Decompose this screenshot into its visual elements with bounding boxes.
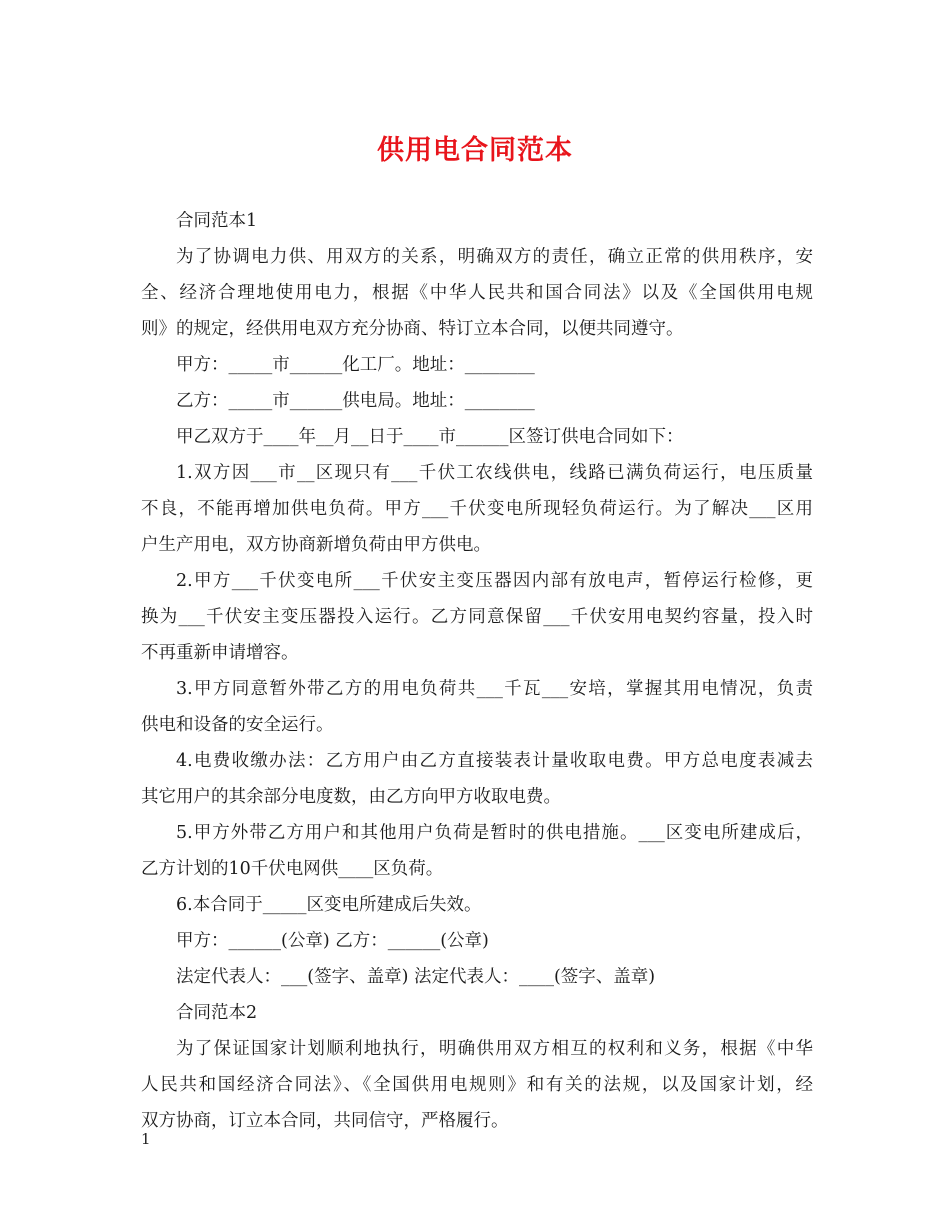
document-body: [141, 203, 813, 1139]
paragraph-line: 为了协调电力供、用双方的关系，明确双方的责任，确立正常的供用秩序，安: [176, 247, 813, 267]
document-title: 供用电合同范本: [377, 135, 573, 166]
party-b-line: 乙方：_____市______供电局。地址：________: [176, 391, 535, 411]
clause-line: 乙方计划的10千伏电网供____区负荷。: [141, 859, 444, 879]
clause-line: 6.本合同于_____区变电所建成后失效。: [176, 895, 482, 915]
clause-line: 换为___千伏安主变压器投入运行。乙方同意保留___千伏安用电契约容量，投入时: [141, 607, 813, 627]
paragraph-line: 人民共和国经济合同法》、《全国供用电规则》和有关的法规，以及国家计划，经: [141, 1075, 813, 1095]
paragraph-line: 全、经济合理地使用电力，根据《中华人民共和国合同法》以及《全国供用电规: [141, 283, 813, 303]
clause-line: 4.电费收缴办法：乙方用户由乙方直接装表计量收取电费。甲方总电度表减去: [176, 751, 813, 771]
party-a-line: 甲方：_____市______化工厂。地址：________: [176, 355, 535, 375]
section-heading-1: 合同范本1: [176, 211, 258, 231]
paragraph-line: 为了保证国家计划顺利地执行，明确供用双方相互的权利和义务，根据《中华: [176, 1039, 813, 1059]
seal-line: 甲方：______(公章) 乙方：______(公章): [176, 931, 489, 951]
clause-line: 户生产用电，双方协商新增负荷由甲方供电。: [141, 535, 491, 555]
page-number: 1: [141, 1130, 151, 1148]
paragraph-line: 双方协商，订立本合同，共同信守，严格履行。: [141, 1111, 509, 1131]
clause-line: 供电和设备的安全运行。: [141, 715, 334, 735]
clause-line: 3.甲方同意暂外带乙方的用电负荷共___千瓦___安培，掌握其用电情况，负责: [176, 679, 813, 699]
clause-line: 其它用户的其余部分电度数，由乙方向甲方收取电费。: [141, 787, 561, 807]
clause-line: 2.甲方___千伏变电所___千伏安主变压器因内部有放电声，暂停运行检修，更: [176, 571, 813, 591]
clause-line: 5.甲方外带乙方用户和其他用户负荷是暂时的供电措施。___区变电所建成后，: [176, 823, 813, 843]
clause-line: 不良，不能再增加供电负荷。甲方___千伏变电所现轻负荷运行。为了解决___区用: [141, 499, 813, 519]
clause-line: 1.双方因___市__区现只有___千伏工农线供电，线路已满负荷运行，电压质量: [176, 463, 813, 483]
section-heading-2: 合同范本2: [176, 1003, 258, 1023]
clause-line: 不再重新申请增容。: [141, 643, 299, 663]
representative-line: 法定代表人：___(签字、盖章) 法定代表人：____(签字、盖章): [176, 967, 656, 987]
paragraph-line: 则》的规定，经供用电双方充分协商、特订立本合同，以便共同遵守。: [141, 319, 684, 339]
agreement-intro-line: 甲乙双方于____年__月__日于____市______区签订供电合同如下：: [176, 427, 684, 447]
